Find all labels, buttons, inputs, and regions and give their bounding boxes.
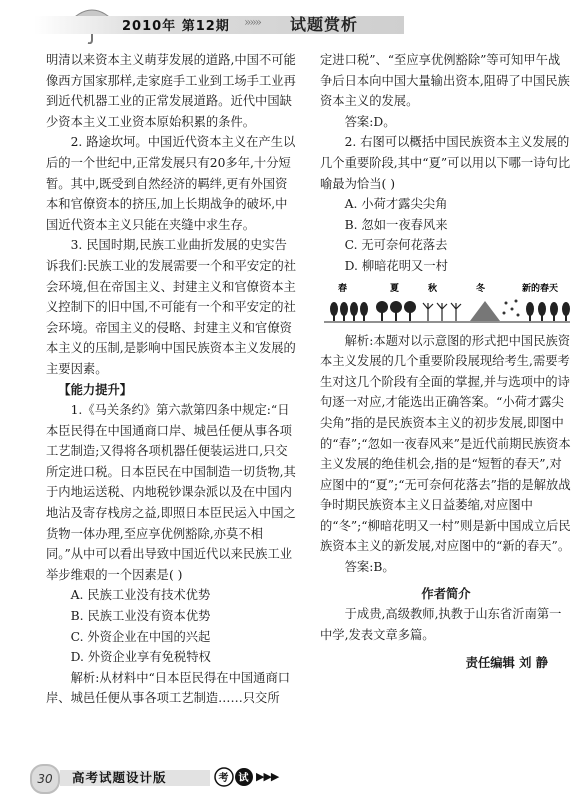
brand-text-2: 试: [238, 773, 249, 784]
option-c: C. 无可奈何花落去: [344, 238, 448, 253]
label-summer: 夏: [390, 283, 400, 294]
footer-arrows: ▶▶▶: [256, 770, 279, 783]
footer-title: 高考试题设计版: [72, 770, 167, 785]
paragraph: 3. 民国时期,民族工业曲折发展的史实告诉我们:民族工业的发展需要一个和平安定的社会环境,但在帝国主义、封建主义和官僚资本主义控制下的旧中国,不可能有一个和平安定的社会环境。帝国主义的侵略、封建主义和官僚资本主义的压制,是影响中国民族资本主义发展的主要因素。: [46, 238, 297, 376]
author-heading: 作者简介: [421, 585, 471, 601]
left-column: [46, 50, 298, 709]
brand-logo: [214, 766, 254, 788]
question-1: 1.《马关条约》第六款第四条中规定:“日本臣民得在中国通商口岸、城邑任便从事各项工艺制造;又得将各项机器任便装运进口,只交所定进口税。日本臣民在中国制造一切货物,其于内地运送税、内地税钞课杂派以及在中国内地沾及寄存栈房之益,即照日本臣民运入中国之货物一体办理,至应享优例豁除,亦莫不相同。”从中可以看出导致中国近代以来民族工业举步维艰的一个因素是( ): [46, 403, 296, 582]
label-spring: 春: [338, 283, 348, 294]
paragraph: 明清以来资本主义萌芽发展的道路,中国不可能像西方国家那样,走家庭手工业到工场手工业再到近代机器工业的正常发展道路。近代中国缺少资本主义工业资本原始积累的条件。: [46, 53, 296, 129]
winter-scene: [470, 299, 520, 321]
option-b: B. 民族工业没有资本优势: [70, 609, 211, 624]
answer-1: 答案:D。: [344, 114, 396, 129]
option-c: C. 外资企业在中国的兴起: [70, 629, 211, 644]
label-winter: 冬: [476, 283, 486, 294]
new-spring-trees: [526, 302, 570, 321]
summer-trees: [376, 301, 416, 321]
issue-title: 2010年 第12期: [122, 19, 230, 34]
question-2: 2. 右图可以概括中国民族资本主义发展的几个重要阶段,其中“夏”可以用以下哪一诗句比喻最为恰当( ): [320, 135, 571, 191]
option-b: B. 忽如一夜春风来: [344, 217, 448, 232]
seasons-illustration: [320, 281, 572, 325]
option-a: A. 民族工业没有技术优势: [70, 588, 211, 603]
option-a: A. 小荷才露尖尖角: [344, 197, 448, 212]
analysis-1: 解析:从材料中“日本臣民得在中国通商口岸、城邑任便从事各项工艺制造……只交所: [46, 670, 291, 706]
paragraph: 2. 路途坎坷。中国近代资本主义在产生以后的一个世纪中,正常发展只有20多年,十分短暂。其中,既受到自然经济的羁绊,更有外国资本和官僚资本的挤压,加上长期战争的破坏,中国近代资本主义只能在夹缝中求生存。: [46, 135, 296, 232]
option-d: D. 外资企业享有免税特权: [70, 650, 211, 665]
label-new-spring: 新的春天: [522, 283, 559, 294]
page-header: [0, 0, 581, 44]
analysis-1-continued: 定进口税”、“至应享优例豁除”等可知甲午战争后日本向中国大量输出资本,阻碍了中国民族资本主义的发展。: [320, 53, 570, 109]
page-number: 30: [30, 764, 60, 794]
spring-trees: [330, 302, 368, 321]
right-column: [320, 50, 572, 674]
author-bio: 于成贵,高级教师,执教于山东省沂南第一中学,发表文章多篇。: [320, 607, 562, 642]
brand-text-1: 考: [218, 773, 229, 784]
option-d: D. 柳暗花明又一村: [344, 258, 448, 273]
section-title: 试题赏析: [290, 15, 359, 34]
answer-2: 答案:B。: [344, 560, 395, 575]
header-arrows: »»»: [244, 15, 261, 29]
editor-credit: 责任编辑 刘 静: [465, 655, 548, 671]
section-heading: 【能力提升】: [58, 381, 133, 397]
autumn-trees: [423, 303, 461, 321]
page-footer: [0, 756, 581, 800]
label-autumn: 秋: [428, 283, 438, 294]
analysis-2: 解析:本题对以示意图的形式把中国民族资本主义发展的几个重要阶段展现给考生,需要考生对这几个阶段有全面的掌握,并与选项中的诗句逐一对应,才能选出正确答案。“小荷才露尖尖角”指的是民族资本主义的初步发展,即图中的“春”;“忽如一夜春风来”是近代前期民族资本主义发展的绝佳机会,指的是“短暂的春天”,对应图中的“夏”;“无可奈何花落去”指的是解放战争时期民族资本主义日益萎缩,对应图中的“冬”;“柳暗花明又一村”则是新中国成立后民族资本主义的新发展,对应图中的“新的春天”。: [320, 333, 571, 554]
